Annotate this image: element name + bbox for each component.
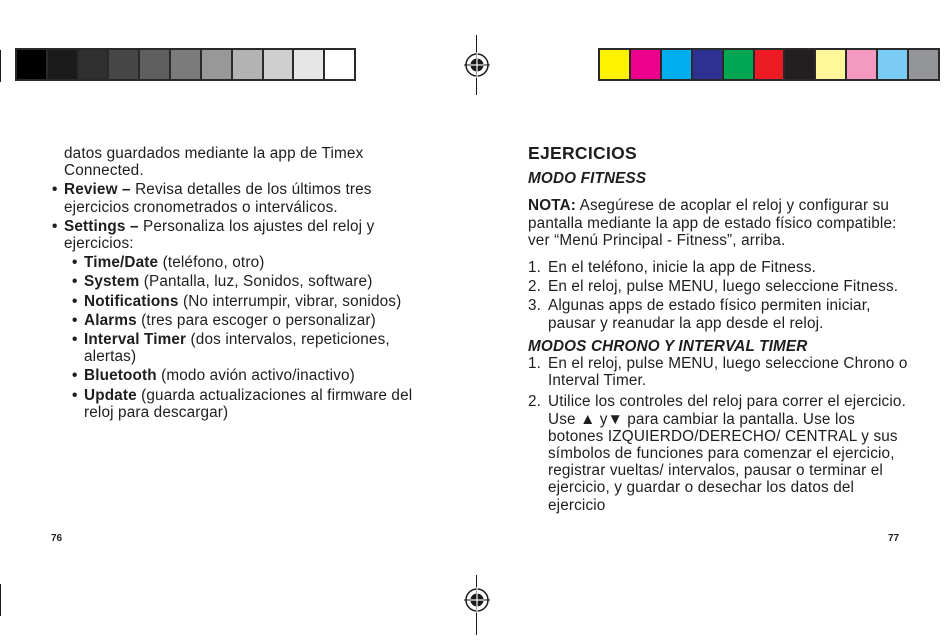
bullet-dot: • [72,292,78,310]
gray-swatch [233,50,262,79]
bullet-dot: • [52,217,58,235]
sub-bullet-system [52,273,432,290]
bullet-dot: • [72,331,78,349]
up-arrow-icon: ▲ [580,410,596,428]
sub-bullet-text: (modo avión activo/inactivo) [156,367,355,385]
color-swatch [631,50,660,79]
sub-bullet-interval-timer [52,331,432,365]
note-label: NOTA: [528,197,577,215]
gray-swatch [294,50,323,79]
sub-bullet-label: Update [84,386,137,404]
registration-mark-bottom-icon [464,587,490,613]
sub-bullet-alarms [52,312,432,329]
page-number-right: 77 [888,533,900,544]
color-swatch [878,50,907,79]
sub-bullet-text: (guarda actualizaciones al firmware del reloj para descargar) [84,386,413,421]
sub-bullet-label: Interval Timer [84,331,187,349]
page-number-left: 76 [51,533,63,544]
color-swatch [847,50,876,79]
sub-bullet-label: Time/Date [84,254,159,272]
gray-swatch [109,50,138,79]
gray-swatch [17,50,46,79]
crop-line-left-bottom [0,584,1,616]
color-swatch [600,50,629,79]
sub-bullet-text: (teléfono, otro) [158,254,265,272]
subheading-fitness-mode: MODO FITNESS [528,170,647,188]
color-swatch [909,50,938,79]
subheading-chrono-interval: MODOS CHRONO Y INTERVAL TIMER [528,337,808,355]
gray-swatch [202,50,231,79]
note-paragraph [528,197,908,249]
sub-bullet-label: Bluetooth [84,367,157,385]
gray-swatch [140,50,169,79]
bullet-dot: • [72,367,78,385]
sub-bullet-update [52,387,432,421]
list-item: 3. Algunas apps de estado físico permiten iniciar, pausar y reanudar la app desde el reloj. [528,297,871,332]
sub-bullet-text: (No interrumpir, vibrar, sonidos) [178,292,402,310]
crop-line-left-top [0,50,1,82]
bullet-dot: • [72,311,78,329]
sub-bullet-notifications [52,293,432,310]
grayscale-calibration-bar [15,48,356,81]
bullet-label: Review – [64,181,131,199]
bullet-text: Personaliza los ajustes del reloj y ejercicios: [64,217,375,253]
bullet-dot: • [52,181,58,199]
continuation-text: datos guardados mediante la app de Timex Connected. [64,145,364,180]
color-calibration-bar [598,48,940,81]
bullet-dot: • [72,386,78,404]
right-page [528,144,908,516]
color-swatch [816,50,845,79]
sub-bullet-label: Notifications [84,292,179,310]
bullet-dot: • [72,273,78,291]
down-arrow-icon: ▼ [607,410,623,428]
bullet-label: Settings – [64,217,139,235]
fitness-steps-list [528,259,908,332]
sub-bullet-text: (dos intervalos, repeticiones, alertas) [84,331,390,366]
color-swatch [785,50,814,79]
bullet-review [52,181,432,215]
sub-bullet-label: Alarms [84,311,137,329]
sub-bullet-text: (tres para escoger o personalizar) [136,311,376,329]
bullet-text: Revisa detalles de los últimos tres ejercicios cronometrados o interválicos. [64,181,372,216]
note-text: Asegúrese de acoplar el reloj y configurar su pantalla mediante la app de estado físico compatible: ver “Menú Principal - Fitness”, arriba. [528,197,897,249]
gray-swatch [325,50,354,79]
sub-bullet-text: (Pantalla, luz, Sonidos, software) [139,273,373,291]
list-item: 1. En el reloj, pulse MENU, luego seleccione Chrono o Interval Timer. [528,355,908,390]
gray-swatch [264,50,293,79]
left-page [52,144,432,421]
gray-swatch [171,50,200,79]
chrono-steps-list [528,355,908,514]
list-item: 2. En el reloj, pulse MENU, luego seleccione Fitness. [528,278,899,296]
sub-bullet-label: System [84,273,140,291]
color-swatch [693,50,722,79]
registration-mark-top-icon [464,52,490,78]
list-item: 1. En el teléfono, inicie la app de Fitness. [528,259,817,277]
gray-swatch [48,50,77,79]
color-swatch [662,50,691,79]
list-item: 2. Utilice los controles del reloj para correr el ejercicio. Use ▲ y▼ para cambiar la pantalla. Use los botones IZQUIERDO/DERECHO/ CENTRAL y sus símbolos de funciones para comenzar el ejercicio, registrar vueltas/ intervalos, pausar o terminar el ejercicio, y guardar o desechar los datos del ejercicio [528,393,906,514]
color-swatch [755,50,784,79]
sub-bullet-time-date [52,254,432,271]
bullet-settings [52,218,432,252]
color-swatch [724,50,753,79]
sub-bullet-bluetooth [52,367,432,384]
gray-swatch [79,50,108,79]
bullet-dot: • [72,254,78,272]
section-heading: EJERCICIOS [528,143,637,163]
